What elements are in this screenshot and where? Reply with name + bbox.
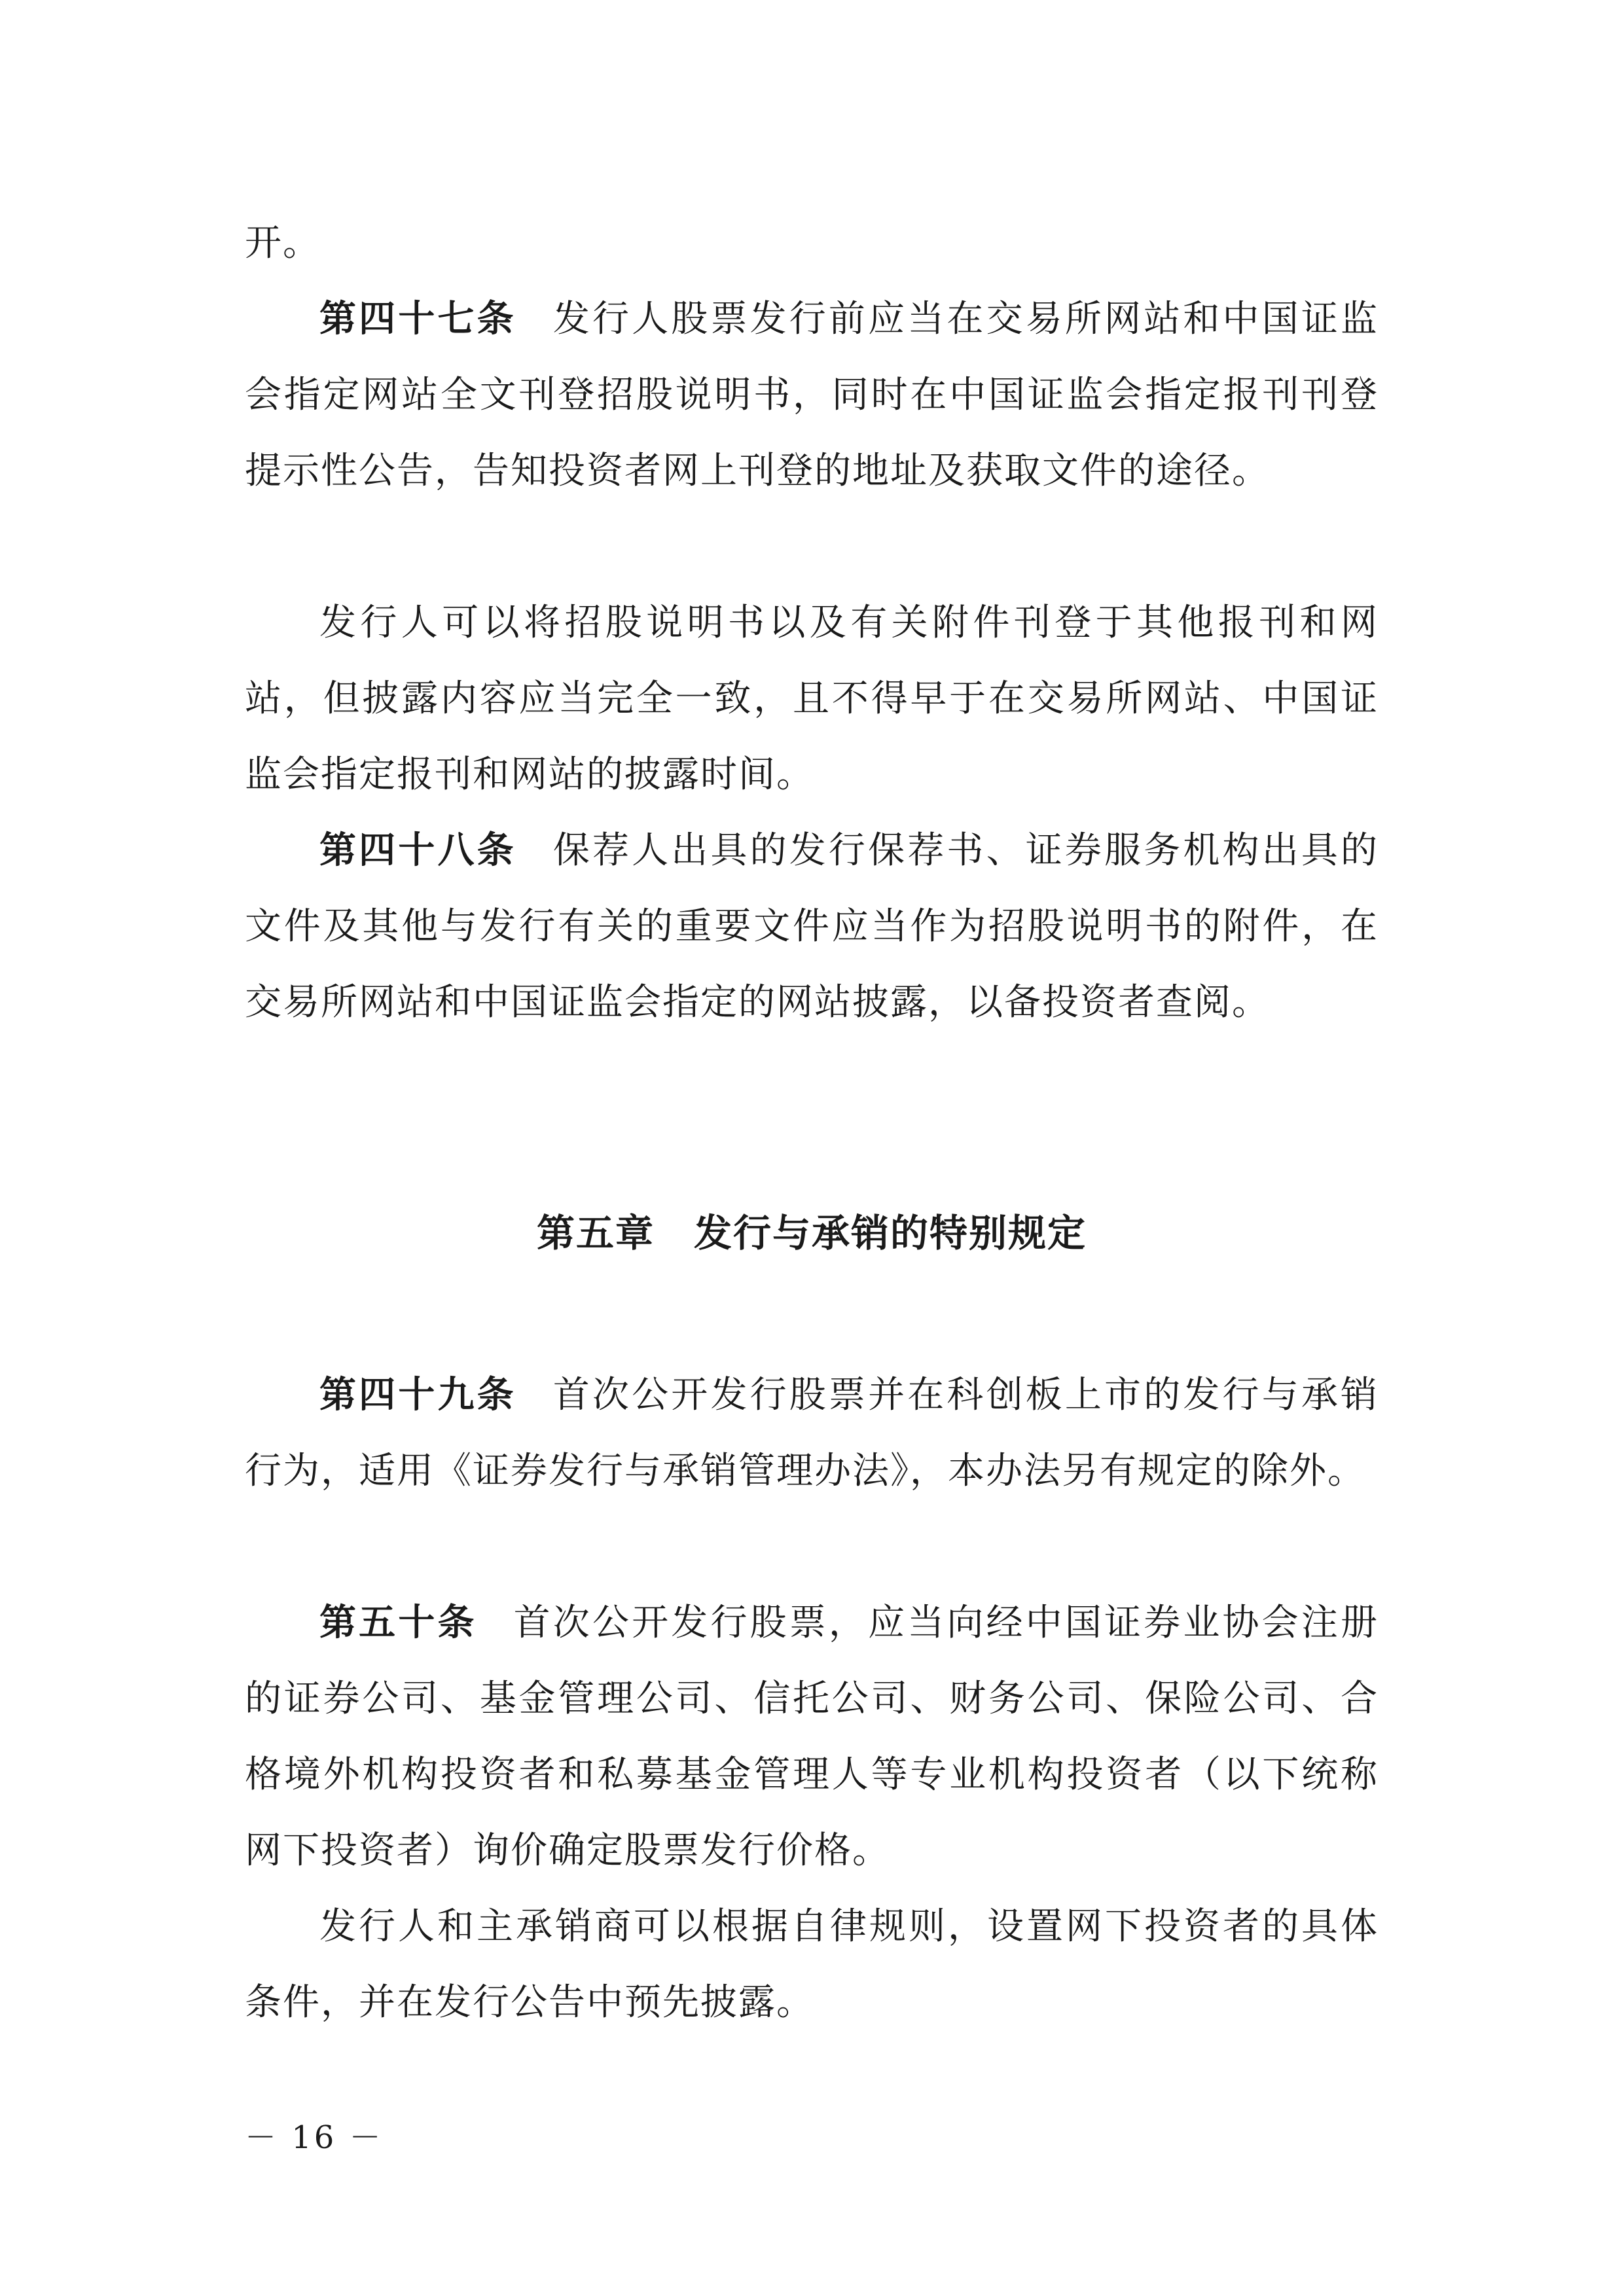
article-50-text-2: 发行人和主承销商可以根据自律规则，设置网下投资者的具体条件，并在发行公告中预先披露。: [245, 1905, 1379, 2024]
article-48-paragraph-1: [245, 813, 1379, 1041]
article-49-number: 第四十九条: [319, 1374, 516, 1416]
chapter-title: 发行与承销的特别规定: [694, 1211, 1087, 1255]
continuation-text: 开。: [245, 222, 321, 264]
article-49-text-1: 首次公开发行股票并在科创板上市的发行与承销行为，适用《证券发行与承销管理办法》，本办法另有规定的除外。: [245, 1374, 1379, 1492]
article-49-paragraph-1: [245, 1357, 1379, 1509]
article-47-text-1: 发行人股票发行前应当在交易所网站和中国证监会指定网站全文刊登招股说明书，同时在中国证监会指定报刊刊登提示性公告，告知投资者网上刊登的地址及获取文件的途径。: [245, 298, 1379, 492]
article-50-paragraph-2: [245, 1889, 1379, 2041]
article-47-paragraph-1: [245, 281, 1379, 509]
article-50-paragraph-1: [245, 1585, 1379, 1889]
page-number: － 16 －: [245, 2119, 384, 2156]
article-48-number: 第四十八条: [319, 829, 516, 872]
article-47-text-2: 发行人可以将招股说明书以及有关附件刊登于其他报刊和网站，但披露内容应当完全一致，且不得早于在交易所网站、中国证监会指定报刊和网站的披露时间。: [245, 601, 1379, 796]
article-47-number: 第四十七条: [319, 298, 516, 340]
chapter-number: 第五章: [536, 1211, 655, 1255]
article-48-text-1: 保荐人出具的发行保荐书、证券服务机构出具的文件及其他与发行有关的重要文件应当作为招股说明书的附件，在交易所网站和中国证监会指定的网站披露，以备投资者查阅。: [245, 829, 1379, 1024]
continuation-paragraph: [245, 206, 1379, 281]
article-47-paragraph-2: [245, 585, 1379, 813]
chapter-heading: [245, 1207, 1379, 1259]
article-50-number: 第五十条: [319, 1602, 477, 1644]
article-50-text-1: 首次公开发行股票，应当向经中国证券业协会注册的证券公司、基金管理公司、信托公司、财务公司、保险公司、合格境外机构投资者和私募基金管理人等专业机构投资者（以下统称网下投资者）询价确定股票发行价格。: [245, 1602, 1379, 1872]
